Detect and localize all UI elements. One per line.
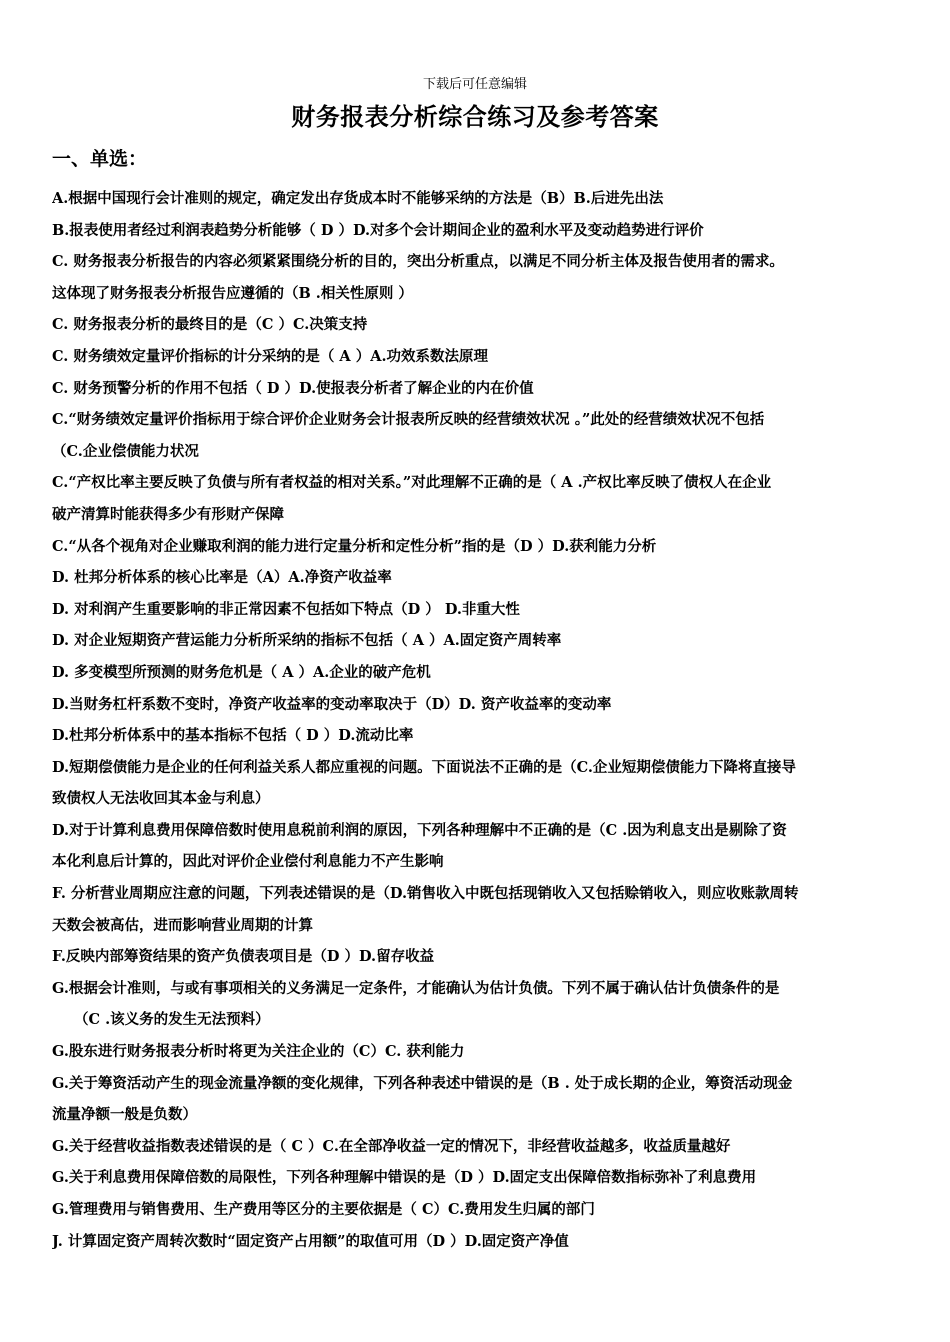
question-list xyxy=(52,183,902,1257)
question-line-continuation: 这体现了财务报表分析报告应遵循的（B .相关性原则 ） xyxy=(52,284,413,302)
question-line: A.根据中国现行会计准则的规定，确定发出存货成本时不能够采纳的方法是（B）B.后进先出法 xyxy=(52,190,664,207)
question-line: C. 财务绩效定量评价指标的计分采纳的是（ A ）A.功效系数法原理 xyxy=(52,347,489,365)
question-line: G.管理费用与销售费用、生产费用等区分的主要依据是（ C）C.费用发生归属的部门 xyxy=(52,1201,595,1218)
question-line: C.“财务绩效定量评价指标用于综合评价企业财务会计报表所反映的经营绩效状况 。”此处的经营绩效状况不包括 xyxy=(52,411,765,429)
question-line: G.关于利息费用保障倍数的局限性，下列各种理解中错误的是（D ）D.固定支出保障倍数指标弥补了利息费用 xyxy=(52,1169,757,1187)
question-line: G.关于筹资活动产生的现金流量净额的变化规律，下列各种表述中错误的是（B . 处于成长期的企业，筹资活动现金 xyxy=(52,1074,793,1092)
question-line: C.“产权比率主要反映了负债与所有者权益的相对关系。”对此理解不正确的是（ A .产权比率反映了债权人在企业 xyxy=(52,474,772,492)
question-line-continuation: 天数会被高估，进而影响营业周期的计算 xyxy=(52,916,313,934)
question-line: F.反映内部筹资结果的资产负债表项目是（D ）D.留存收益 xyxy=(52,948,435,966)
question-line: D. 杜邦分析体系的核心比率是（A）A.净资产收益率 xyxy=(52,569,392,587)
question-line: D. 多变模型所预测的财务危机是（ A ）A.企业的破产危机 xyxy=(52,663,431,681)
question-line: G.关于经营收益指数表述错误的是（ C ）C.在全部净收益一定的情况下，非经营收益越多，收益质量越好 xyxy=(52,1137,731,1155)
question-line-continuation: 致债权人无法收回其本金与利息） xyxy=(52,790,270,808)
question-line-continuation: 破产清算时能获得多少有形财产保障 xyxy=(52,505,284,523)
question-line: C.“从各个视角对企业赚取利润的能力进行定量分析和定性分析”指的是（D ）D.获利能力分析 xyxy=(52,537,657,555)
question-line: F. 分析营业周期应注意的问题，下列表述错误的是（D.销售收入中既包括现销收入又包括赊销收入，则应收账款周转 xyxy=(52,885,799,903)
question-line-continuation: （C .该义务的发生无法预料） xyxy=(74,1011,270,1029)
question-line-continuation: 本化利息后计算的，因此对评价企业偿付利息能力不产生影响 xyxy=(52,853,444,871)
question-line: B.报表使用者经过利润表趋势分析能够（ D ）D.对多个会计期间企业的盈利水平及变动趋势进行评价 xyxy=(52,221,704,239)
question-line: D.杜邦分析体系中的基本指标不包括（ D ）D.流动比率 xyxy=(52,727,414,745)
download-note: 下载后可任意编辑 xyxy=(422,77,527,92)
question-line: G.根据会计准则，与或有事项相关的义务满足一定条件，才能确认为估计负债。下列不属于确认估计负债条件的是 xyxy=(52,979,780,997)
question-line: C. 财务报表分析的最终目的是（C ）C.决策支持 xyxy=(52,316,368,334)
question-line-continuation: 流量净额一般是负数） xyxy=(52,1106,197,1124)
question-line: D.当财务杠杆系数不变时，净资产收益率的变动率取决于（D）D. 资产收益率的变动率 xyxy=(52,695,612,713)
section-heading: 一、单选： xyxy=(52,148,148,170)
question-line: C. 财务预警分析的作用不包括（ D ）D.使报表分析者了解企业的内在价值 xyxy=(52,379,534,397)
question-line: D. 对利润产生重要影响的非正常因素不包括如下特点（D ） D.非重大性 xyxy=(52,600,520,618)
document-title: 财务报表分析综合练习及参考答案 xyxy=(291,102,659,131)
question-line: C. 财务报表分析报告的内容必须紧紧围绕分析的目的，突出分析重点，以满足不同分析主体及报告使用者的需求。 xyxy=(52,253,784,271)
question-line: D.短期偿债能力是企业的任何利益关系人都应重视的问题。下面说法不正确的是（C.企业短期偿债能力下降将直接导 xyxy=(52,758,796,776)
question-line: D.对于计算利息费用保障倍数时使用息税前利润的原因，下列各种理解中不正确的是（C .因为利息支出是剔除了资 xyxy=(52,821,787,839)
question-line: D. 对企业短期资产营运能力分析所采纳的指标不包括（ A ）A.固定资产周转率 xyxy=(52,632,562,650)
question-line: J. 计算固定资产周转次数时“固定资产占用额”的取值可用（D ）D.固定资产净值 xyxy=(52,1232,569,1250)
question-line: G.股东进行财务报表分析时将更为关注企业的（C）C. 获利能力 xyxy=(52,1043,465,1061)
question-line-continuation: （C.企业偿债能力状况 xyxy=(52,442,199,460)
